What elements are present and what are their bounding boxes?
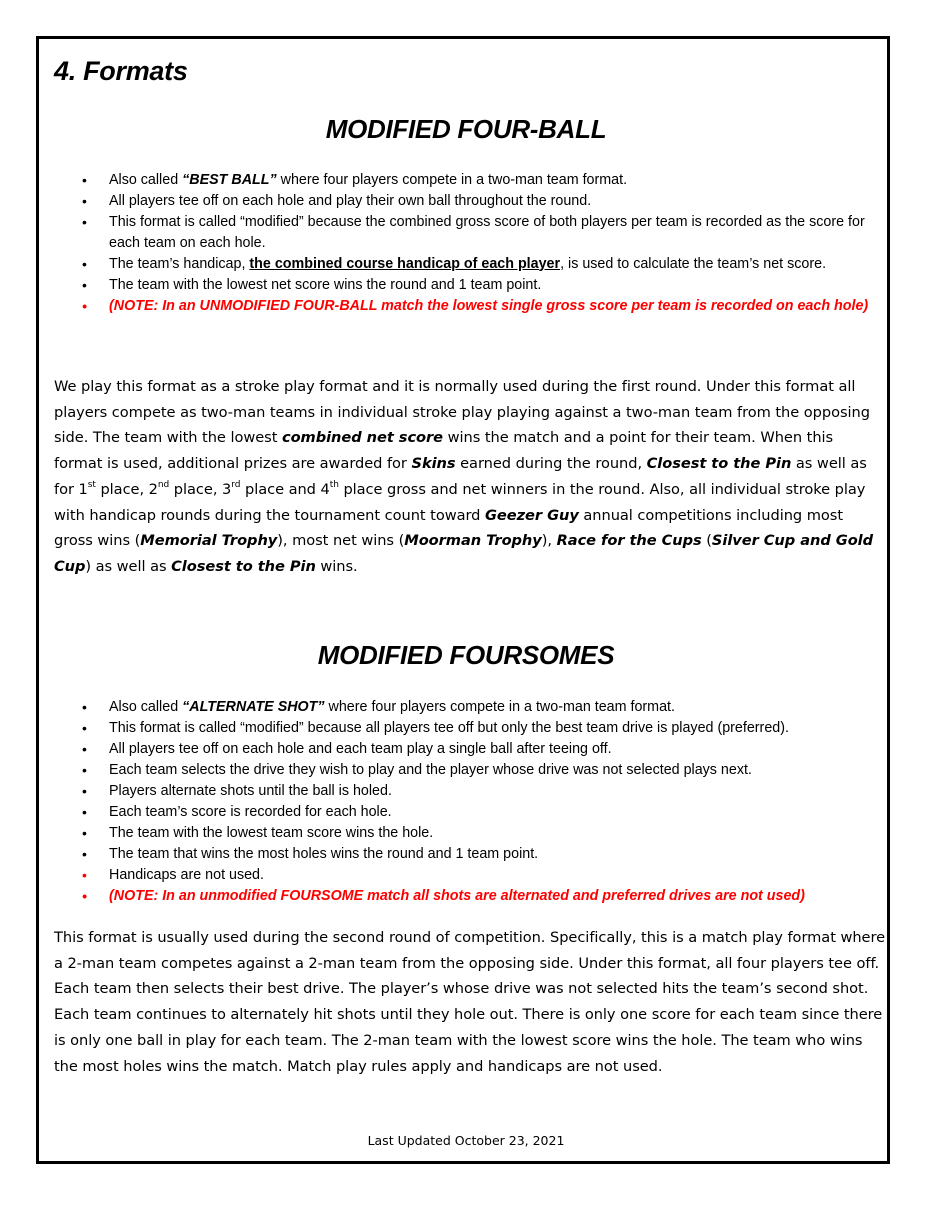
list-item: • Handicaps are not used. [82, 865, 882, 886]
list-item: • Each team’s score is recorded for each hole. [82, 802, 882, 823]
bullet-icon: • [82, 214, 87, 230]
fourball-heading: MODIFIED FOUR-BALL [325, 114, 607, 144]
bullet-icon: • [82, 804, 87, 820]
foursomes-paragraph: This format is usually used during the second round of competition. Specifically, this is a match play format where a 2-man team competes against a 2-man team from the opposing side. Under this format, all four players tee off. Each team then selects their best drive. The player’s whose drive was not selected hits the team’s second shot. Each team continues to alternately hit shots until they hole out. There is only one score for each team since there is only one ball in play for each team. The 2-man team with the lowest score wins the hole. The team who wins the most holes wins the match. Match play rules apply and handicaps are not used. [54, 929, 886, 1075]
bullet-icon: • [82, 699, 87, 715]
foursomes-bullet-list [82, 697, 882, 907]
bullet-icon: • [82, 888, 87, 904]
list-item: • This format is called “modified” because the combined gross score of both players per team is recorded as the score for each team on each hole. [82, 214, 865, 251]
bullet-icon: • [82, 741, 87, 757]
bullet-icon: • [82, 783, 87, 799]
note-item: • (NOTE: In an UNMODIFIED FOUR-BALL match the lowest single gross score per team is recorded on each hole) [82, 296, 882, 317]
bullet-icon: • [82, 172, 87, 188]
list-item: • All players tee off on each hole and play their own ball throughout the round. [82, 191, 882, 212]
list-item: • Players alternate shots until the ball is holed. [82, 781, 882, 802]
list-item: • This format is called “modified” because all players tee off but only the best team drive is played (preferred). [82, 718, 882, 739]
list-item: • The team that wins the most holes wins the round and 1 team point. [82, 844, 882, 865]
note-item: • (NOTE: In an unmodified FOURSOME match all shots are alternated and preferred drives are not used) [82, 886, 882, 907]
list-item: • All players tee off on each hole and each team play a single ball after teeing off. [82, 739, 882, 760]
bullet-icon: • [82, 762, 87, 778]
foursomes-heading: MODIFIED FOURSOMES [317, 640, 615, 670]
footer-last-updated: Last Updated October 23, 2021 [367, 1133, 565, 1148]
bullet-icon: • [82, 846, 87, 862]
bullet-icon: • [82, 297, 87, 314]
bullet-icon: • [82, 276, 87, 293]
list-item: • The team’s handicap, the combined course handicap of each player, is used to calculate the team’s net score. [82, 254, 882, 275]
list-item: • Also called “BEST BALL” where four players compete in a two-man team format. [82, 170, 882, 191]
list-item: • The team with the lowest team score wins the hole. [82, 823, 882, 844]
bullet-icon: • [82, 825, 87, 841]
bullet-icon: • [82, 255, 87, 272]
section-title: 4. Formats [54, 56, 188, 86]
bullet-icon: • [82, 193, 87, 209]
bullet-icon: • [82, 720, 87, 736]
list-item: • Also called “ALTERNATE SHOT” where four players compete in a two-man team format. [82, 697, 882, 718]
fourball-paragraph: We play this format as a stroke play format and it is normally used during the first round. Under this format all players compete as two-man teams in individual stroke play playing against a two-man team from the opposing side. The team with the lowest combined net score wins the match and a point for their team. When this format is used, additional prizes are awarded for Skins earned during the round, Closest to the Pin as well as for 1st place, 2nd place, 3rd place and 4th place gross and net winners in the round. Also, all individual stroke play with handicap rounds during the tournament count toward Geezer Guy annual competitions including most gross wins (Memorial Trophy), most net wins (Moorman Trophy), Race for the Cups (Silver Cup and Gold Cup) as well as Closest to the Pin wins. [54, 378, 874, 575]
list-item: • The team with the lowest net score wins the round and 1 team point. [82, 275, 882, 296]
list-item: • Each team selects the drive they wish to play and the player whose drive was not selected plays next. [82, 760, 882, 781]
bullet-icon: • [82, 867, 87, 883]
fourball-bullet-list [82, 170, 882, 317]
